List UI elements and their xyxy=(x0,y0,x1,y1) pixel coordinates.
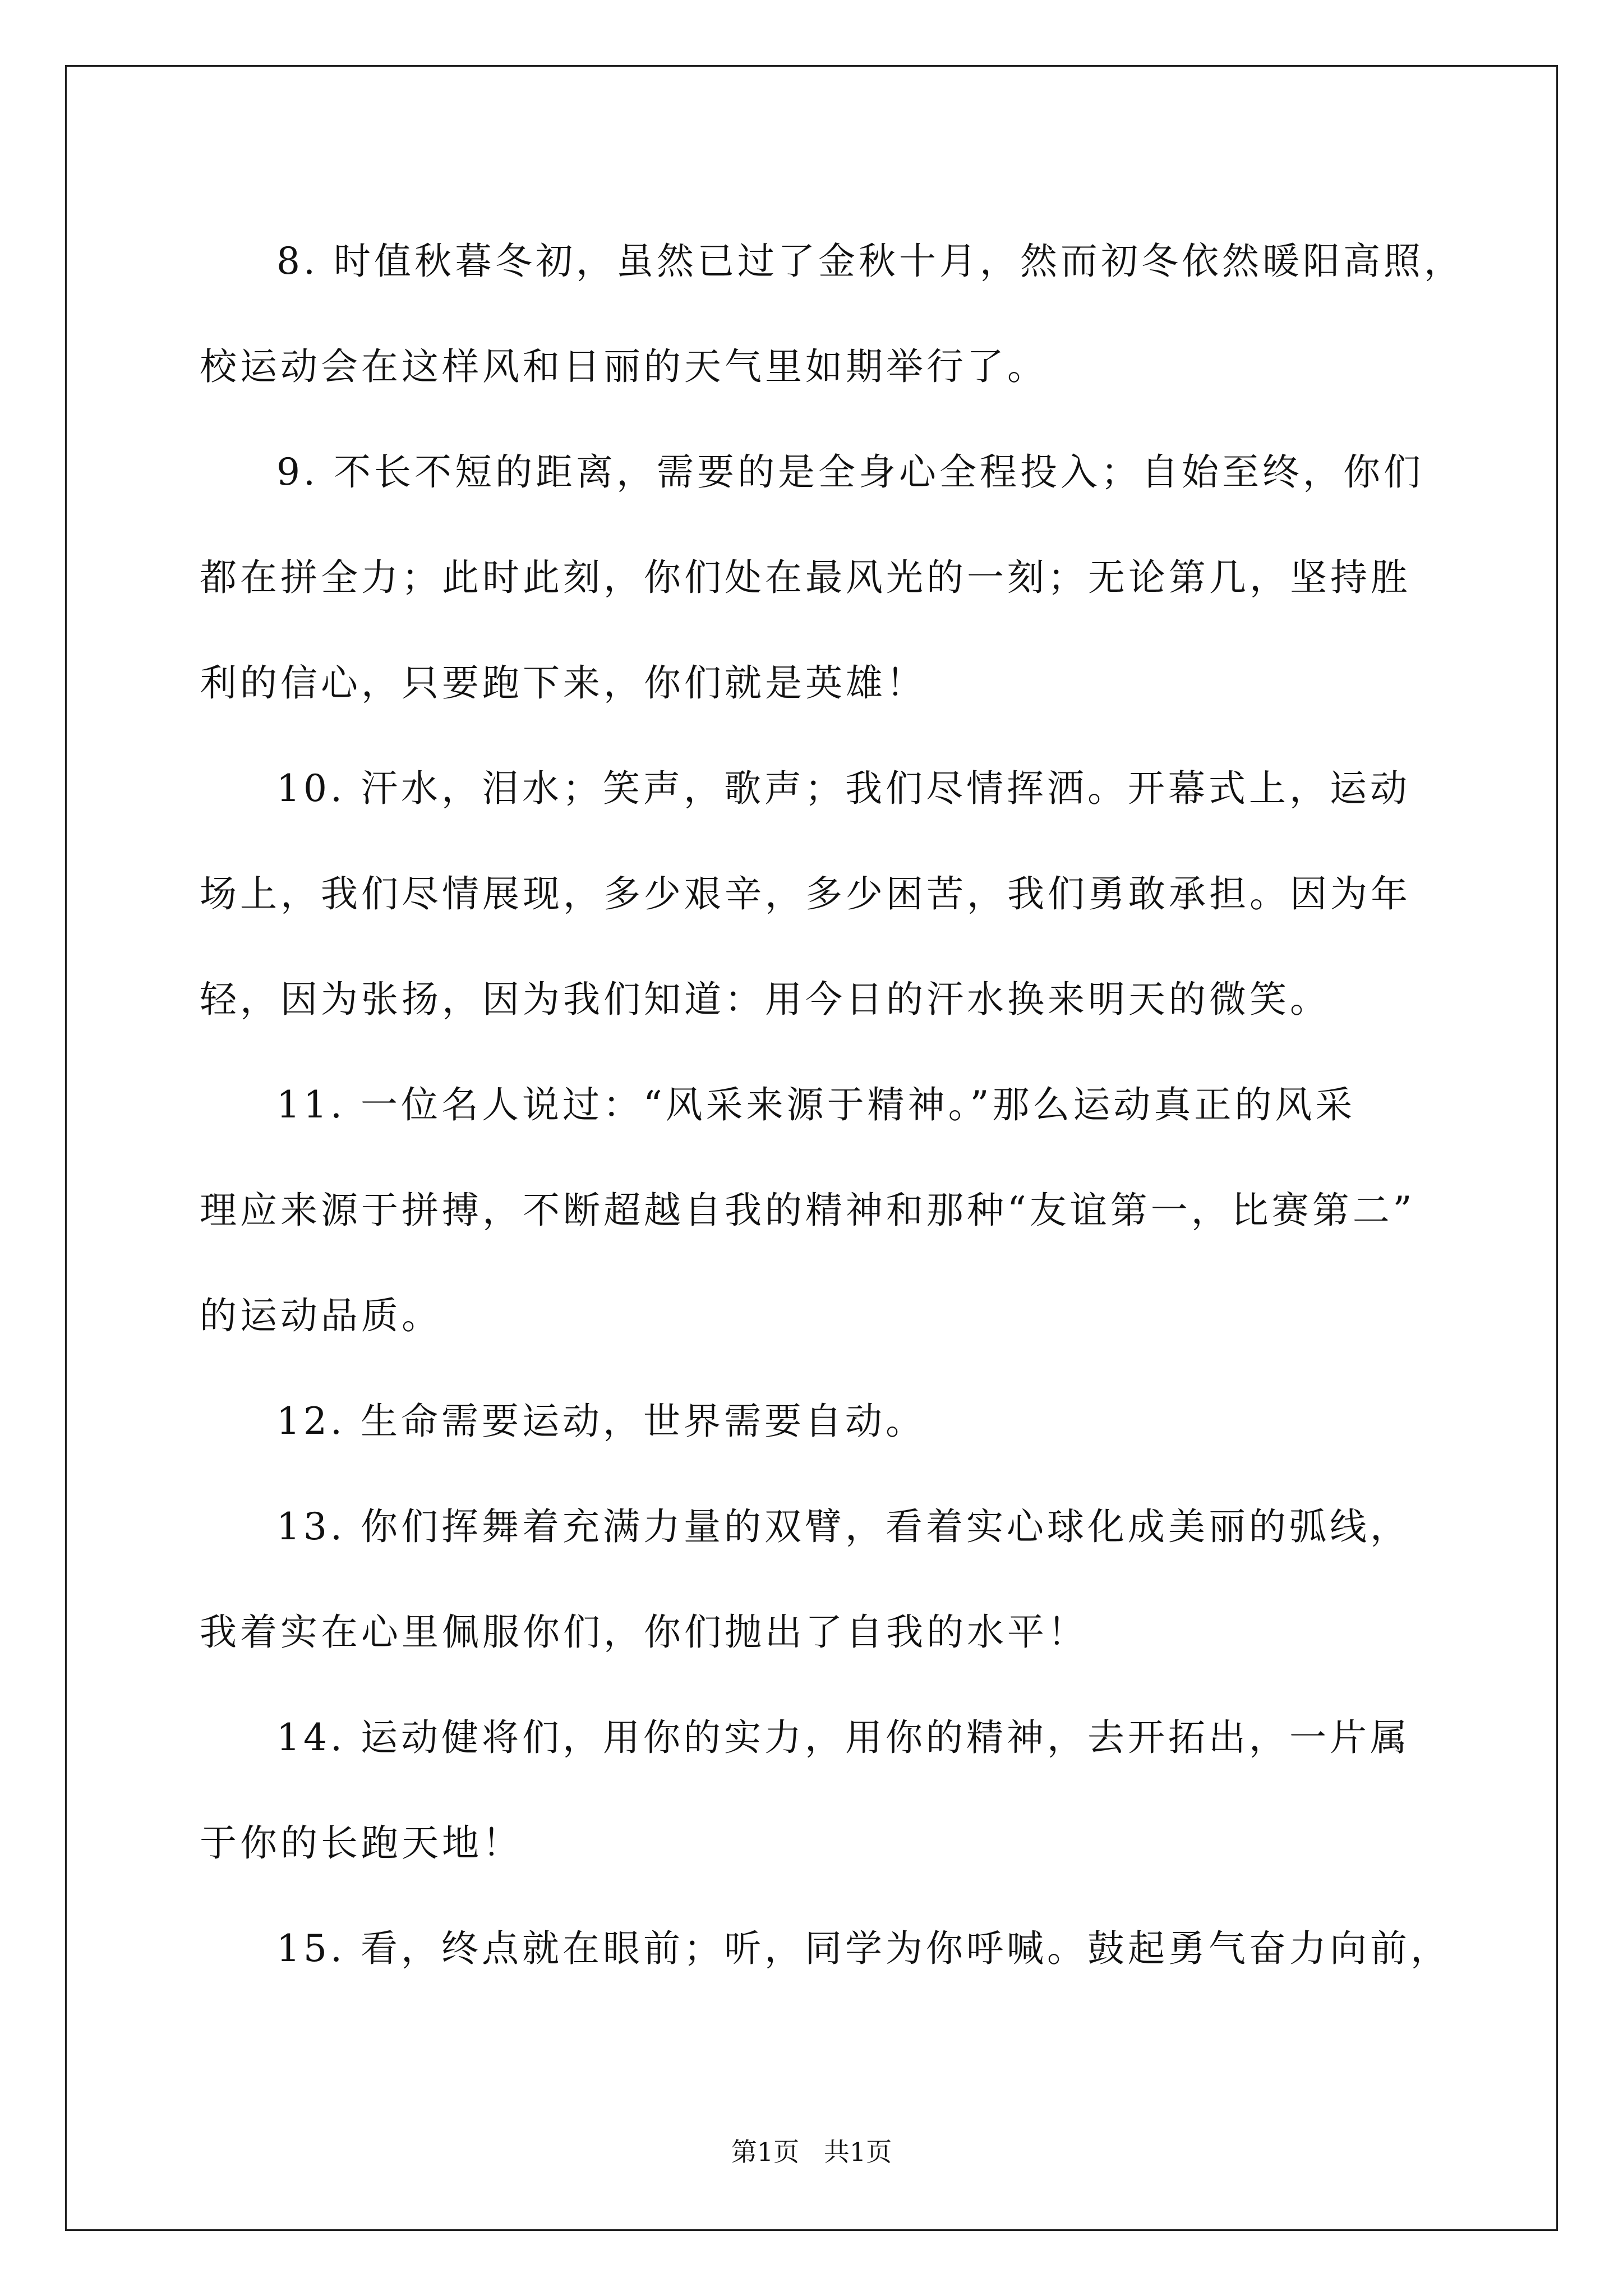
paragraph-line: 我着实在心里佩服你们，你们抛出了自我的水平！ xyxy=(200,1611,1088,1654)
paragraph-line: 于你的长跑天地！ xyxy=(200,1821,523,1865)
paragraph-line: 11. 一位名人说过：“风采来源于精神。”那么运动真正的风采 xyxy=(276,1083,1356,1126)
paragraph-line: 利的信心，只要跑下来，你们就是英雄！ xyxy=(200,661,926,705)
page-number-footer: 第1页 共1页 xyxy=(731,2137,892,2167)
paragraph-line: 10. 汗水，泪水；笑声，歌声；我们尽情挥洒。开幕式上，运动 xyxy=(276,767,1410,810)
paragraph-line: 轻，因为张扬，因为我们知道：用今日的汗水换来明天的微笑。 xyxy=(200,978,1330,1021)
paragraph-line: 8. 时值秋暮冬初，虽然已过了金秋十月，然而初冬依然暖阳高照， xyxy=(276,240,1464,283)
paragraph-line: 12. 生命需要运动，世界需要自动。 xyxy=(276,1400,926,1443)
paragraph-line: 场上，我们尽情展现，多少艰辛，多少困苦，我们勇敢承担。因为年 xyxy=(200,872,1411,915)
paragraph-line: 13. 你们挥舞着充满力量的双臂，看着实心球化成美丽的弧线， xyxy=(276,1505,1410,1548)
document-body xyxy=(200,209,1464,2001)
paragraph-line: 的运动品质。 xyxy=(200,1294,442,1337)
paragraph-line: 校运动会在这样风和日丽的天气里如期举行了。 xyxy=(200,345,1048,388)
paragraph-line: 15. 看，终点就在眼前；听，同学为你呼喊。鼓起勇气奋力向前， xyxy=(276,1927,1451,1970)
paragraph-line: 理应来源于拼搏，不断超越自我的精神和那种“友谊第一，比赛第二” xyxy=(200,1189,1415,1232)
paragraph-line: 14. 运动健将们，用你的实力，用你的精神，去开拓出，一片属 xyxy=(276,1716,1410,1759)
paragraph-line: 都在拼全力；此时此刻，你们处在最风光的一刻；无论第几，坚持胜 xyxy=(200,556,1411,599)
paragraph-line: 9. 不长不短的距离，需要的是全身心全程投入；自始至终，你们 xyxy=(276,450,1424,494)
